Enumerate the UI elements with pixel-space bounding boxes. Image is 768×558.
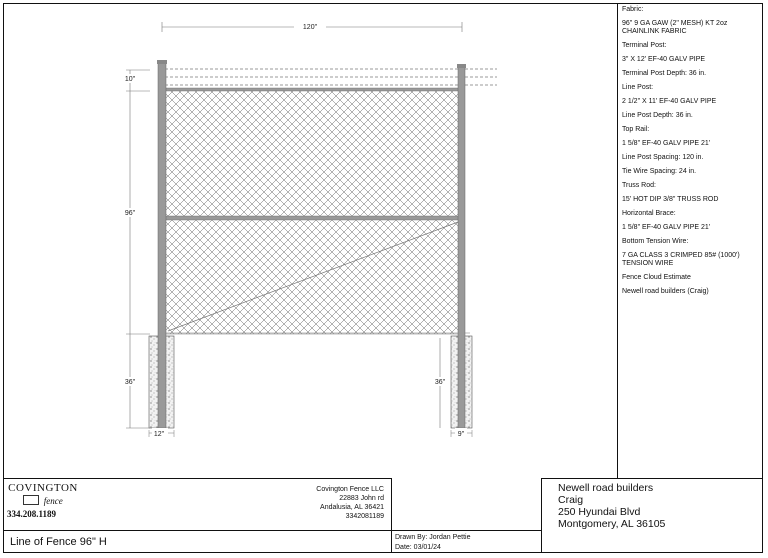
spec-value: 3" X 12' EF-40 GALV PIPE [622,56,706,63]
spec-value: 1 5/8" EF-40 GALV PIPE 21' [622,140,711,147]
logo-text: COVINGTON [8,482,78,494]
spec-value: 2 1/2" X 11' EF-40 GALV PIPE [622,98,717,105]
logo-subtext: fence [43,496,63,506]
company-info [244,485,384,521]
company-logo [7,483,79,529]
dimension-footing-right: 9" [457,431,465,438]
spec-label: Newell road builders (Craig) [622,288,709,295]
spec-label: Fence Cloud Estimate [622,274,691,281]
dimension-top-offset: 10" [124,76,136,83]
horizontal-brace [165,216,461,220]
customer-address-2: Montgomery, AL 36105 [558,518,666,530]
spec-label: Line Post Depth: 36 in. [622,112,693,119]
spec-gap [622,296,763,302]
drawing-title: Line of Fence 96" H [10,536,107,548]
spec-label: Tie Wire Spacing: 24 in. [622,168,697,175]
spec-value: 7 GA CLASS 3 CRIMPED 85# (1000') TENSION WIRE [622,252,740,267]
terminal-post [158,62,166,428]
spec-label: Line Post: [622,84,654,91]
dimension-depth-right: 36" [434,379,446,386]
customer-address-1: 250 Hyundai Blvd [558,506,641,518]
spec-label: Truss Rod: [622,182,656,189]
drawing-date: Date: 03/01/24 [395,544,441,551]
customer-block [541,478,763,553]
spec-label: Terminal Post Depth: 36 in. [622,70,707,77]
dimension-height: 96" [124,210,136,217]
spec-label: Horizontal Brace: [622,210,676,217]
spec-label: Fabric: [622,6,644,13]
spec-label: Top Rail: [622,126,650,133]
company-address-2: Andalusia, AL 36421 [320,504,384,511]
line-post [458,66,465,428]
spec-value: 1 5/8" EF-40 GALV PIPE 21' [622,224,711,231]
chainlink-fabric [165,90,463,334]
company-block [3,478,392,531]
logo-phone: 334.208.1189 [7,509,57,519]
dimension-top-span: 120" [302,24,318,31]
spec-label: Terminal Post: [622,42,667,49]
spec-label: Line Post Spacing: 120 in. [622,154,704,161]
spec-value: 15' HOT DIP 3/8" TRUSS ROD [622,196,719,203]
dimension-footing-left: 12" [153,431,165,438]
spec-label: Bottom Tension Wire: [622,238,689,245]
customer-name: Newell road builders [558,482,654,494]
drawn-by: Drawn By: Jordan Pettie [395,534,471,541]
post-cap [457,64,466,68]
post-cap [157,60,167,64]
company-address-1: 22883 John rd [339,495,384,502]
customer-info [558,482,665,530]
customer-contact: Craig [558,494,584,506]
fence-icon [23,495,39,505]
top-rail [160,88,463,91]
spec-value: 96" 9 GA GAW (2" MESH) KT 2oz CHAINLINK FABRIC [622,20,728,35]
dimension-depth-left: 36" [124,379,136,386]
drawn-by-block [391,530,542,553]
company-name: Covington Fence LLC [316,486,384,493]
company-phone: 3342081189 [345,513,384,520]
title-block [3,530,392,553]
specification-panel [617,3,763,479]
